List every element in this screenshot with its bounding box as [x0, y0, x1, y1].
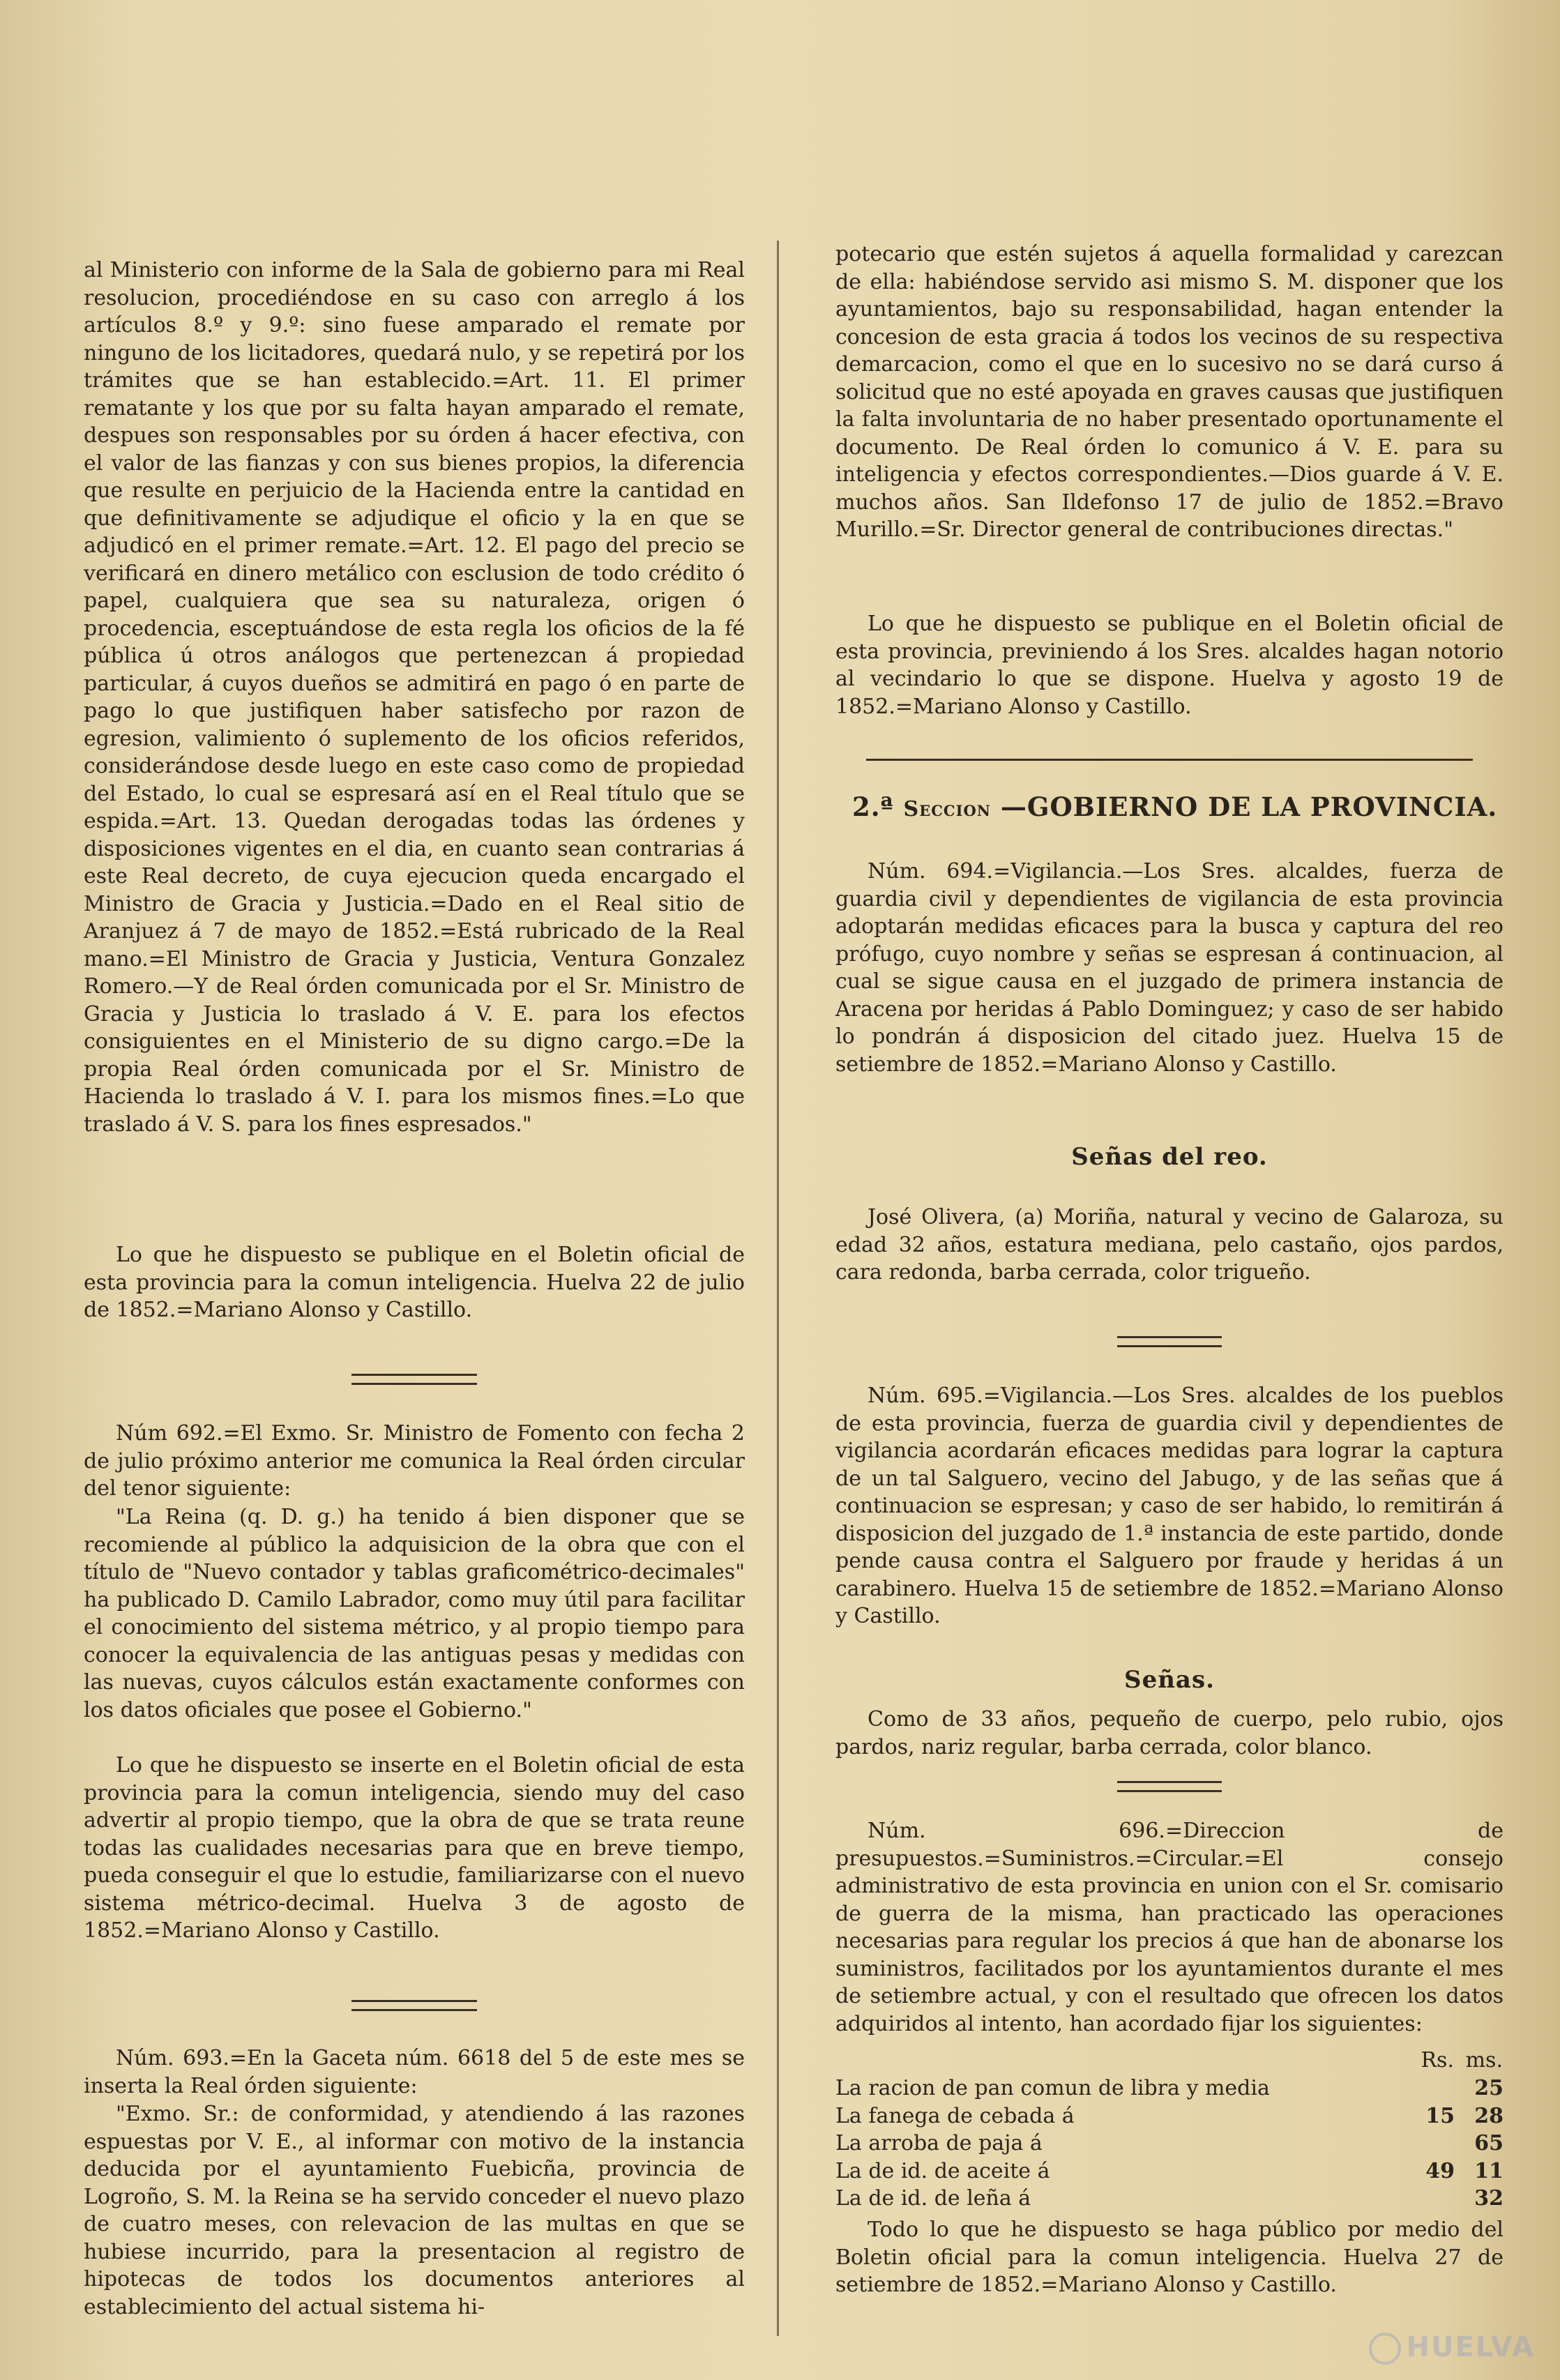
- price-rs: 49: [1425, 2158, 1455, 2183]
- section-number: 2.ª: [852, 791, 894, 822]
- watermark-text: HUELVA: [1406, 2331, 1535, 2363]
- price-row: [835, 2185, 1504, 2213]
- notice-693-intro: Núm. 693.=En la Gaceta núm. 6618 del 5 de este mes se inserta la Real órden siguiente:: [84, 2046, 745, 2098]
- price-item: La de id. de aceite á: [835, 2158, 1050, 2183]
- publication-note-paragraph: Lo que he dispuesto se publique en el Boletin oficial de esta provincia para la comun inteligencia. Huelva 22 de julio de 1852.=Mariano Alonso y Castillo.: [84, 1243, 745, 1322]
- price-ms: 11: [1474, 2158, 1504, 2183]
- price-ms: 65: [1474, 2131, 1504, 2155]
- royal-order-quote: "La Reina (q. D. g.) ha tenido á bien disponer que se recomiende al público la adquisicion de la obra que con el título de "Nuevo contador y tablas graficométrico-decimales" ha publicado D. Camilo Labrador, como muy útil para facilitar el conocimiento del sistema métrico, y al propio tiempo para conocer la equivalencia de las antiguas pesas y medidas con las nuevas, cuyos cálculos están exactamente conformes con los datos oficiales que posee el Gobierno.": [84, 1505, 745, 1722]
- price-table: [835, 2046, 1504, 2213]
- notice-692-closing: Lo que he dispuesto se inserte en el Boletin oficial de esta provincia para la comun inteligencia, siendo muy del caso advertir al propio tiempo, que la obra de que se trata reune todas las cualidades necesarias para que en breve tiempo, pueda conseguir el que lo estudie, familiarizarse con el nuevo sistema métrico-decimal. Huelva 3 de agosto de 1852.=Mariano Alonso y Castillo.: [84, 1753, 745, 1943]
- price-row: [835, 2158, 1504, 2185]
- section-separator: [1117, 1336, 1222, 1347]
- price-ms: 28: [1474, 2103, 1504, 2128]
- price-item: La racion de pan comun de libra y media: [835, 2076, 1270, 2100]
- price-row: [835, 2075, 1504, 2102]
- section-separator: [351, 1374, 477, 1385]
- suspect-2-heading: Señas.: [1124, 1666, 1215, 1694]
- column-divider: [777, 241, 779, 2336]
- price-header-ms: ms.: [1465, 2048, 1503, 2072]
- notice-694: Núm. 694.=Vigilancia.—Los Sres. alcaldes, fuerza de guardia civil y dependientes de vigilancia de esta provincia adoptarán medidas eficaces para la busca y captura del reo prófugo, cuyo nombre y señas se espresan á continuacion, al cual se sigue causa en el juzgado de primera instancia de Aracena por heridas á Pablo Dominguez; y caso de ser habido lo pondrán á disposicion del citado juez. Huelva 15 de setiembre de 1852.=Mariano Alonso y Castillo.: [835, 859, 1504, 1077]
- price-row: [835, 2102, 1504, 2130]
- price-item: La de id. de leña á: [835, 2186, 1031, 2211]
- price-header-item: [835, 2046, 1406, 2075]
- notice-693-continued: potecario que estén sujetos á aquella formalidad y carezcan de ella: habiéndose servido asi mismo S. M. disponer que los ayuntamientos, bajo su responsabilidad, hagan entender la concesion de esta gracia á todos los vecinos de su respectiva demarcacion, como el que en lo sucesivo no se dará curso á solicitud que no esté apoyada en graves causas que justifiquen la falta involuntaria de no haber presentado oportunamente el documento. De Real órden lo comunico á V. E. para su inteligencia y efectos correspondientes.—Dios guarde á V. E. muchos años. San Ildefonso 17 de julio de 1852.=Bravo Murillo.=Sr. Director general de contribuciones directas.": [835, 242, 1504, 542]
- price-ms: 25: [1474, 2076, 1504, 2100]
- notice-695: Núm. 695.=Vigilancia.—Los Sres. alcaldes de los pueblos de esta provincia, fuerza de guardia civil y dependientes de vigilancia acordarán eficaces medidas para lograr la captura de un tal Salguero, vecino del Jabugo, y de las señas que á continuacion se espresan; y caso de ser habido, lo remitirán á disposicion del juzgado de 1.ª instancia de este partido, donde pende causa contra el Salguero por fraude y heridas á un carabinero. Huelva 15 de setiembre de 1852.=Mariano Alonso y Castillo.: [835, 1384, 1504, 1628]
- price-ms: 32: [1474, 2186, 1504, 2211]
- notice-696: Núm. 696.=Direccion de presupuestos.=Suministros.=Circular.=El consejo administrativo de esta provincia en union con el Sr. comisario de guerra de la misma, han practicado las operaciones necesarias para regular los precios á que han de abonarse los suministros, facilitados por los ayuntamientos durante el mes de setiembre actual, y con el resultado que ofrecen los datos adquiridos al intento, han acordado fijar los siguientes:: [835, 1819, 1504, 2036]
- price-rs: [1406, 2075, 1455, 2102]
- price-rs: [1406, 2185, 1455, 2213]
- decree-articles-paragraph: al Ministerio con informe de la Sala de gobierno para mi Real resolucion, procediéndose en su caso con arreglo á los artículos 8.º y 9.º: sino fuese amparado el remate por ninguno de los licitadores, quedará nulo, y se repetirá por los trámites que se han establecido.=Art. 11. El primer rematante y los que por su falta hayan amparado el remate, despues son responsables por su órden á hacer efectiva, con el valor de las fianzas y con sus bienes propios, la diferencia que resulte en perjuicio de la Hacienda entre la cantidad en que definitivamente se adjudique el oficio y la en que se adjudicó en el primer remate.=Art. 12. El pago del precio se verificará en dinero metálico con esclusion de todo crédito ó papel, cualquiera que sea su naturaleza, origen ó procedencia, esceptuándose de esta regla los oficios de la fé pública ú otros análogos que pertenezcan á propiedad particular, á cuyos dueños se admitirá en pago ó en parte de pago lo que justifiquen haber satisfecho por razon de egresion, valimiento ó suplemento de los oficios referidos, considerándose desde luego en este caso como de propiedad del Estado, lo cual se espresará así en el Real título que se espida.=Art. 13. Quedan derogadas todas las órdenes y disposiciones vigentes en el dia, en cuanto sean contrarias á este Real decreto, de cuya ejecucion queda encargado el Ministro de Gracia y Justicia.=Dado en el Real sitio de Aranjuez á 7 de mayo de 1852.=Está rubricado de la Real mano.=El Ministro de Gracia y Justicia, Ventura Gonzalez Romero.—Y de Real órden comunicada por el Sr. Ministro de Gracia y Justicia lo traslado á V. E. para los efectos consiguientes en el Ministerio de su digno cargo.=De la propia Real órden comunicada por el Sr. Ministro de Hacienda lo traslado á V. I. para los mismos fines.=Lo que traslado á V. S. para los fines espresados.": [84, 258, 745, 1137]
- section-rule: [866, 759, 1473, 761]
- price-row: [835, 2130, 1504, 2158]
- notice-693-closing: Lo que he dispuesto se publique en el Boletin oficial de esta provincia, previniendo á los Sres. alcaldes hagan notorio al vecindario lo que se dispone. Huelva y agosto 19 de 1852.=Mariano Alonso y Castillo.: [835, 612, 1504, 719]
- suspect-description-heading: Señas del reo.: [1071, 1143, 1268, 1171]
- archive-watermark: [1369, 2331, 1535, 2365]
- price-header-rs: Rs.: [1421, 2048, 1454, 2072]
- watermark-logo-icon: [1369, 2333, 1401, 2365]
- section-separator: [1117, 1781, 1222, 1792]
- price-table-header: [835, 2046, 1504, 2075]
- price-rs: [1406, 2130, 1455, 2158]
- notice-692-intro: Núm 692.=El Exmo. Sr. Ministro de Fomento con fecha 2 de julio próximo anterior me comunica la Real órden circular del tenor siguiente:: [84, 1421, 745, 1501]
- suspect-description: José Olivera, (a) Moriña, natural y vecino de Galaroza, su edad 32 años, estatura mediana, pelo castaño, ojos pardos, cara redonda, barba cerrada, color trigueño.: [835, 1205, 1504, 1284]
- section-separator: [351, 2000, 477, 2011]
- section-title: —GOBIERNO DE LA PROVINCIA.: [1000, 791, 1498, 822]
- notice-696-closing: Todo lo que he dispuesto se haga público por medio del Boletin oficial para la comun inteligencia. Huelva 27 de setiembre de 1852.=Mariano Alonso y Castillo.: [835, 2218, 1504, 2297]
- price-rs: 15: [1425, 2103, 1455, 2128]
- notice-693-quote: "Exmo. Sr.: de conformidad, y atendiendo á las razones espuestas por V. E., al informar con motivo de la instancia deducida por el ayuntamiento Fuebicña, provincia de Logroño, S. M. la Reina se ha servido conceder el nuevo plazo de cuatro meses, con relevacion de las multas en que se hubiese incurrido, para la presentacion al registro de hipotecas de todos los documentos anteriores al establecimiento del actual sistema hi-: [84, 2102, 745, 2319]
- suspect-2-description: Como de 33 años, pequeño de cuerpo, pelo rubio, ojos pardos, nariz regular, barba cerrada, color blanco.: [835, 1707, 1504, 1759]
- section-heading: [852, 791, 1504, 826]
- price-item: La fanega de cebada á: [835, 2103, 1075, 2128]
- price-item: La arroba de paja á: [835, 2131, 1043, 2155]
- section-label: Seccion: [903, 797, 991, 821]
